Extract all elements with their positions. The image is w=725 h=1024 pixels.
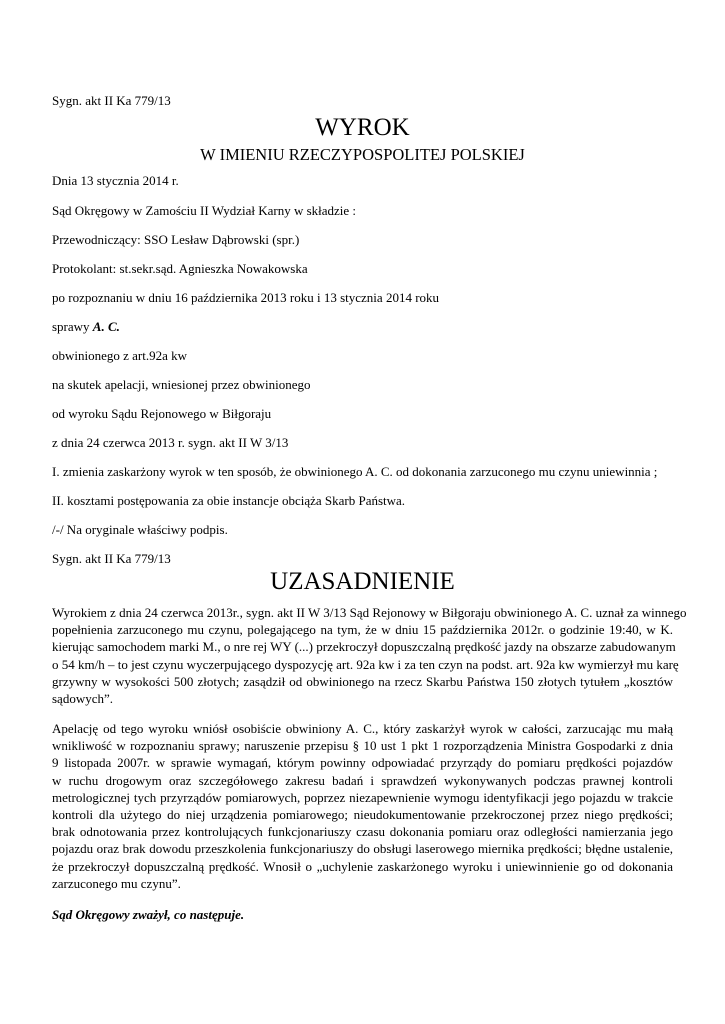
paragraph-line: kierując samochodem marki M., o nre rej WY (...) przekroczył dopuszczalną prędkość jazdy na obszarze zabudowanym <box>52 639 676 655</box>
presiding-judge: Przewodniczący: SSO Lesław Dąbrowski (spr.) <box>52 232 300 247</box>
paragraph-line: 9 listopada 2007r. w sprawie wymagań, którym powinny odpowiadać przyrządy do pomiaru prędkości pojazdów <box>52 755 673 771</box>
paragraph-line: zarzuconego mu czynu”. <box>52 875 181 891</box>
paragraph-line: że przekroczył dopuszczalną prędkość. Wnosił o „uchylenie zaskarżonego wyroku i uniewinnienie go od dokonania <box>52 858 673 874</box>
verdict-date: Dnia 13 stycznia 2014 r. <box>52 173 179 188</box>
paragraph-line: brak odnotowania przez kontrolujących funkcjonariuszy czasu dokonania pomiaru oraz odległości namierzania jego <box>52 824 673 840</box>
paragraph-line: Wyrokiem z dnia 24 czerwca 2013r., sygn. akt II W 3/13 Sąd Rejonowy w Biłgoraju obwinionego A. C. uznał za winnego <box>52 605 687 620</box>
paragraph-line: kontroli dla użytego do niej urządzenia pomiarowego; nieudokumentowanie przekroczonej przez niego prędkości; <box>52 807 673 823</box>
paragraph-line: popełnienia zarzuconego mu czynu, polegającego na tym, że w dniu 15 października 2012r. o godzinie 19:40, w K. <box>52 622 673 638</box>
paragraph-line: grzywny w wysokości 500 złotych; zasądził od obwinionego na rzecz Skarbu Państwa 150 złotych tytułem „kosztów <box>52 673 673 689</box>
case-signature-justification: Sygn. akt II Ka 779/13 <box>52 551 171 566</box>
appeal-note: na skutek apelacji, wniesionej przez obwinionego <box>52 377 311 392</box>
case-prefix: sprawy <box>52 319 93 334</box>
lower-court-judgment-date: z dnia 24 czerwca 2013 r. sygn. akt II W 3/13 <box>52 435 289 450</box>
ruling-point-1: I. zmienia zaskarżony wyrok w ten sposób, że obwinionego A. C. od dokonania zarzuconego mu czynu uniewinnia ; <box>52 464 658 479</box>
lower-court-judgment: od wyroku Sądu Rejonowego w Biłgoraju <box>52 406 272 421</box>
case-party <box>52 319 120 335</box>
paragraph-line: o 54 km/h – to jest czynu wyczerpującego dyspozycję art. 92a kw i za ten czyn na podst. art. 92a kw wymierzył mu karę <box>52 656 679 672</box>
ruling-point-2: II. kosztami postępowania za obie instancje obciąża Skarb Państwa. <box>52 493 406 508</box>
defendant-name: A. C. <box>92 319 120 334</box>
charge-article: obwinionego z art.92a kw <box>52 348 188 363</box>
paragraph-line: sądowych”. <box>52 691 114 707</box>
signature-note: /-/ Na oryginale właściwy podpis. <box>52 522 228 537</box>
court-considered-heading: Sąd Okręgowy zważył, co następuje. <box>52 907 245 922</box>
court-composition: Sąd Okręgowy w Zamościu II Wydział Karny w składzie : <box>52 203 357 218</box>
paragraph-line: metrologicznej tych przyrządów pomiarowych, poprzez niezapewnienie wymogu identyfikacji jego pojazdu w trakcie <box>52 789 673 805</box>
court-clerk: Protokolant: st.sekr.sąd. Agnieszka Nowakowska <box>52 261 308 276</box>
case-signature-top: Sygn. akt II Ka 779/13 <box>52 93 171 108</box>
paragraph-line: pojazdu oraz brak dowodu przeszkolenia funkcjonariuszy do obsługi laserowego miernika prędkości; błędne ustalenie, <box>52 841 673 857</box>
justification-paragraph-2 <box>52 720 673 892</box>
paragraph-line: wnikliwość w rozpoznaniu sprawy; naruszenie przepisu § 10 ust 1 pkt 1 rozporządzenia Ministra Gospodarki z dnia <box>52 738 673 754</box>
verdict-subtitle: W IMIENIU RZECZYPOSPOLITEJ POLSKIEJ <box>200 145 525 164</box>
hearing-dates: po rozpoznaniu w dniu 16 października 2013 roku i 13 stycznia 2014 roku <box>52 290 440 305</box>
paragraph-line: w ruchu drogowym oraz szczegółowego zakresu badań i sprawdzeń wykonywanych podczas prawnej kontroli <box>52 772 673 788</box>
paragraph-line: Apelację od tego wyroku wniósł osobiście obwiniony A. C., który zaskarżył wyrok w całości, zarzucając mu małą <box>52 721 673 736</box>
justification-paragraph-1 <box>52 604 687 707</box>
verdict-title: WYROK <box>315 114 410 141</box>
justification-title: UZASADNIENIE <box>270 568 455 595</box>
